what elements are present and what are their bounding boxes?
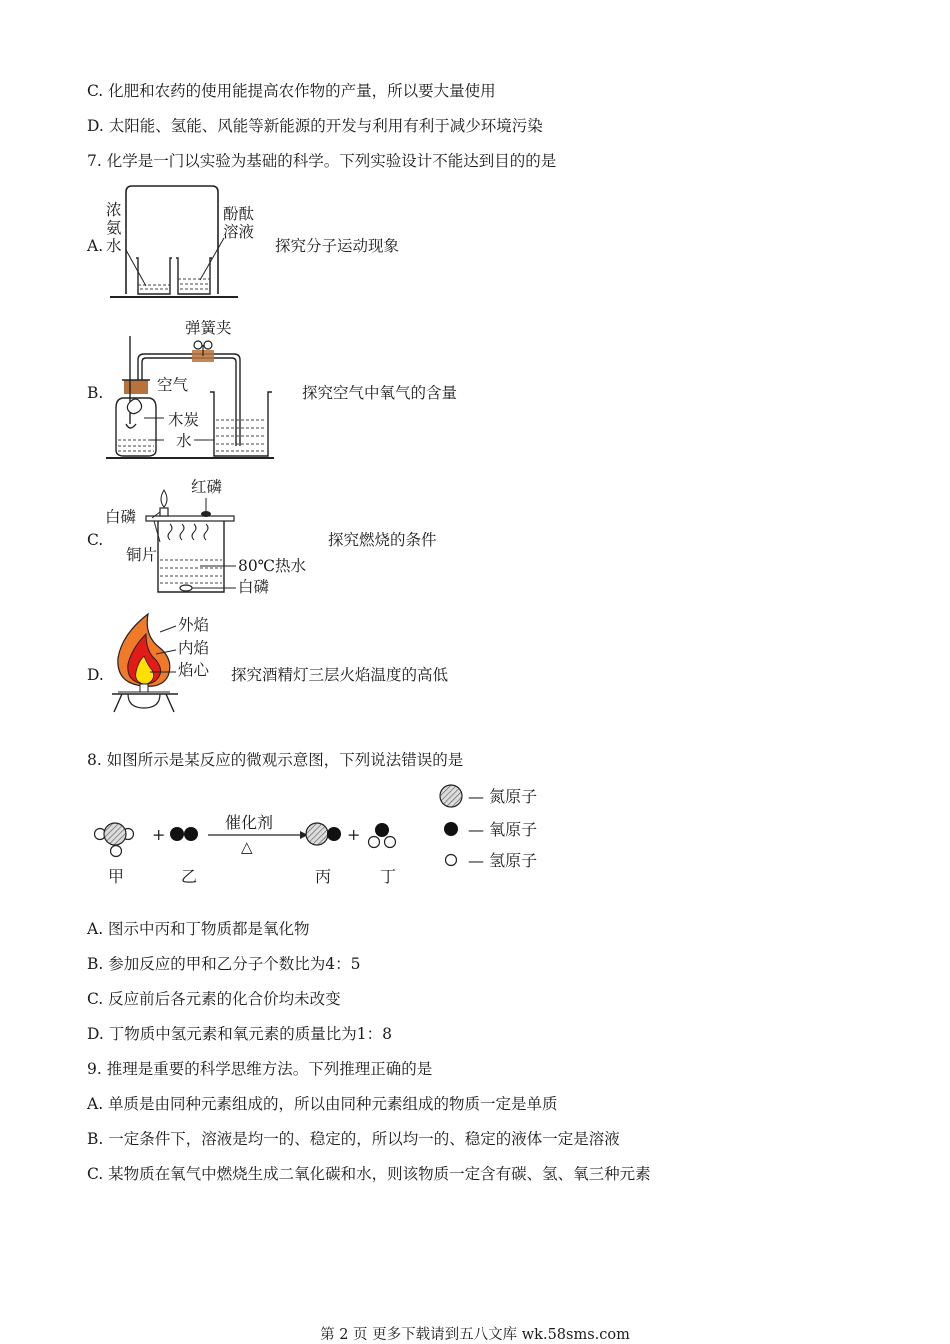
q7-d-letter: D. bbox=[87, 666, 104, 684]
q7-d-inner-flame-label: 内焰 bbox=[178, 639, 210, 657]
legend-nitrogen: — 氮原子 bbox=[468, 787, 538, 806]
q7-c-description: 探究燃烧的条件 bbox=[328, 531, 437, 549]
reactant-yi: 乙 bbox=[181, 867, 198, 886]
q7-a-label-left-2: 氨 bbox=[106, 219, 122, 237]
q7-b-letter: B. bbox=[87, 384, 104, 402]
product-ding: 丁 bbox=[380, 867, 397, 886]
stopper bbox=[124, 380, 148, 394]
q7-d-description: 探究酒精灯三层火焰温度的高低 bbox=[231, 666, 449, 684]
q7-d-outer-flame-label: 外焰 bbox=[178, 616, 210, 634]
q7-stem: 7. 化学是一门以实验为基础的科学。下列实验设计不能达到目的的是 bbox=[87, 152, 557, 170]
q6-option-c: C. 化肥和农药的使用能提高农作物的产量，所以要大量使用 bbox=[87, 82, 496, 100]
q7-c-white-phosphorus-top-label: 白磷 bbox=[105, 508, 137, 526]
legend-oxygen: — 氧原子 bbox=[468, 820, 538, 839]
q7-a-label-left-1: 浓 bbox=[106, 201, 122, 219]
reactant-jia: 甲 bbox=[108, 867, 125, 886]
q8-option-b: B. 参加反应的甲和乙分子个数比为4：5 bbox=[87, 955, 361, 973]
q8-stem: 8. 如图所示是某反应的微观示意图，下列说法错误的是 bbox=[87, 751, 464, 769]
q7-a-label-left-3: 水 bbox=[106, 237, 122, 255]
q6-option-d: D. 太阳能、氢能、风能等新能源的开发与利用有利于减少环境污染 bbox=[87, 117, 543, 135]
q8-option-a: A. 图示中丙和丁物质都是氧化物 bbox=[87, 920, 310, 938]
q7-a-description: 探究分子运动现象 bbox=[275, 237, 400, 255]
q7-c-red-phosphorus-label: 红磷 bbox=[191, 478, 223, 496]
catalyst-label: 催化剂 bbox=[225, 813, 274, 832]
heat-symbol: △ bbox=[241, 838, 253, 856]
q7-b-description: 探究空气中氧气的含量 bbox=[302, 384, 458, 402]
q7-b-charcoal-label: 木炭 bbox=[168, 411, 200, 429]
q8-option-c: C. 反应前后各元素的化合价均未改变 bbox=[87, 990, 341, 1008]
plus-sign-1: + bbox=[152, 825, 166, 844]
q8-option-d: D. 丁物质中氢元素和氧元素的质量比为1：8 bbox=[87, 1025, 392, 1043]
q7-d-flame-core-label: 焰心 bbox=[178, 661, 210, 679]
plus-sign-2: + bbox=[347, 825, 361, 844]
q8-reaction-diagram bbox=[88, 780, 558, 890]
q7-a-label-right-2: 溶液 bbox=[223, 223, 255, 241]
page-footer: 第 2 页 更多下载请到五八文库 wk.58sms.com bbox=[320, 1327, 630, 1343]
q7-a-apparatus bbox=[108, 184, 240, 302]
q7-c-letter: C. bbox=[87, 531, 104, 549]
q7-b-water-label: 水 bbox=[176, 432, 192, 450]
q9-option-a: A. 单质是由同种元素组成的，所以由同种元素组成的物质一定是单质 bbox=[87, 1095, 558, 1113]
q7-c-copper-label: 铜片 bbox=[126, 546, 158, 564]
q7-a-label-right-1: 酚酞 bbox=[223, 205, 255, 223]
q7-a-letter: A. bbox=[87, 237, 104, 255]
q7-c-white-phosphorus-bottom-label: 白磷 bbox=[238, 578, 270, 596]
q9-option-c: C. 某物质在氧气中燃烧生成二氧化碳和水，则该物质一定含有碳、氢、氧三种元素 bbox=[87, 1165, 651, 1183]
legend-hydrogen: — 氢原子 bbox=[468, 851, 538, 870]
q7-c-hot-water-label: 80℃热水 bbox=[238, 557, 307, 575]
q7-b-air-label: 空气 bbox=[157, 376, 189, 394]
q7-b-clamp-label: 弹簧夹 bbox=[185, 319, 232, 337]
q9-stem: 9. 推理是重要的科学思维方法。下列推理正确的是 bbox=[87, 1060, 433, 1078]
q9-option-b: B. 一定条件下，溶液是均一的、稳定的，所以均一的、稳定的液体一定是溶液 bbox=[87, 1130, 620, 1148]
product-bing: 丙 bbox=[315, 867, 332, 886]
